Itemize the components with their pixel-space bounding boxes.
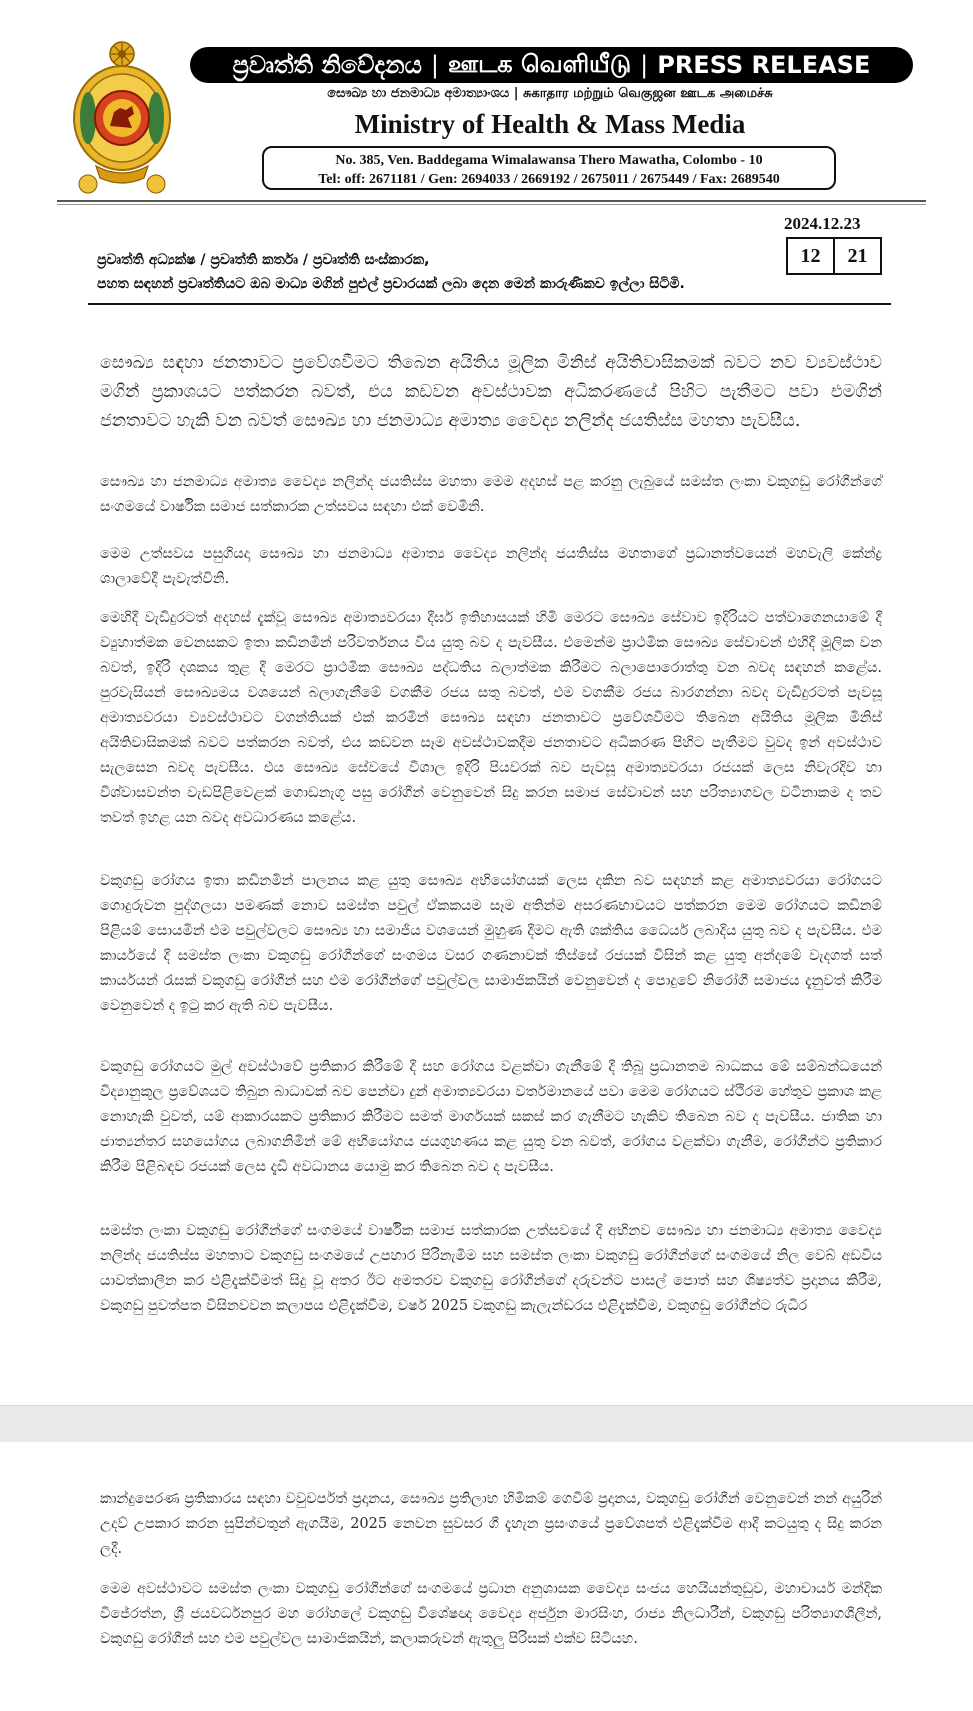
- banner-separator: |: [640, 51, 649, 79]
- press-release-banner: [190, 47, 913, 83]
- contact-box: [262, 146, 836, 190]
- addressee-divider: [88, 303, 891, 305]
- address-line: No. 385, Ven. Baddegama Wimalawansa Thero Mawatha, Colombo - 10: [335, 153, 763, 168]
- publication-request: පහත සඳහන් ප්‍රවෘත්තියට ඔබ මාධ්‍ය මගින් පුළුල් ප්‍රචාරයක් ලබා දෙන මෙන් කාරුණිකව ඉල්ලා සිටිමි.: [97, 276, 685, 292]
- banner-english: PRESS RELEASE: [657, 51, 871, 79]
- ministry-title: Ministry of Health & Mass Media: [354, 109, 746, 139]
- body-paragraph: සමස්ත ලංකා වකුගඩු රෝගීන්ගේ සංගමයේ වාර්ෂික සමාජ සත්කාරක උත්සවයේ දී අභිනව සෞඛ්‍ය හා ජනමාධ්‍ය අමාත්‍ය වෛද්‍ය නලින්ද ජයතිස්ස මහතාට වකුගඩු සංගමයේ උපහාර පිරිනැමීම සහ සමස්ත ලංකා වකුගඩු රෝගීන්ගේ සංගමයේ නිල වෙබ් අඩවිය යාවත්කාලීන කර එළිදැක්වීමත් සිදු වූ අතර ඊට අමතරව වකුගඩු රෝගීන්ගේ දරුවන්ට පාසල් පොත් සහ ශිෂ්‍යත්ව ප්‍රදානය කිරීම, වකුගඩු පුවත්පත විසිනවවන කලාපය එළිදැක්වීම, වර්ෂ 2025 වකුගඩු කැලැන්ඩරය එළිදැක්වීම, වකුගඩු රෝගීන්ට රුධිර: [100, 1223, 882, 1314]
- page-break: [0, 1405, 973, 1443]
- body-paragraph: වකුගඩු රෝගයට මුල් අවස්ථාවේ ප්‍රතිකාර කිරීමේ දී සහ රෝගය වළක්වා ගැනීමේ දී තිබූ ප්‍රධානතම බාධකය මේ සම්බන්ධයෙන් විද්‍යානුකූල ප්‍රවේශයට තිබුන බාධාවක් බව පෙන්වා දුන් අමාත්‍යවරයා වර්තමානයේ පවා මෙම රෝගයට ස්ථිරම හේතුව ප්‍රකාශ කළ නොහැකි වුවත්, යම් ආකාරයකට ප්‍රතිකාර කිරීමට සමත් මාර්ගයක් සකස් කර ගැනීමට හැකිව තිබෙන බව ද පැවසීය. ජාතික හා ජාත්‍යන්තර සහයෝගය ලබාගනිමින් මේ අභියෝගය ජයගුහණය කළ යුතු වන බවත්, රෝගය වළක්වා ගැනීම, රෝගීන්ට ප්‍රතිකාර කිරීම පිළිබඳව රජයක් ලෙස දැඩි අවධානය යොමු කර තිබෙන බව ද පැවසීය.: [100, 1059, 882, 1175]
- header-divider-thin: [57, 204, 926, 205]
- body-paragraph: වකුගඩු රෝගය ඉතා කඩිනමින් පාලනය කළ යුතු සෞඛ්‍ය අභියෝගයක් ලෙස දකින බව සඳහන් කළ අමාත්‍යවරයා රෝගයට ගොදුරුවන පුද්ගලයා පමණක් නොව සමස්ත පවුල් ඒකකයම සෑම අතින්ම අසරණභාවයට පත්කරන මෙම රෝගයට කඩිනම් පිළියම් සොයමින් එම පවුල්වලට සෞඛ්‍ය හා සමාජීය වශයෙන් මුහුණ දීමට ඇති ශක්තිය ධෛර්ය ලබාදිය යුතු බව ද පැවසීය. එම කාර්යයේ දී සමස්ත ලංකා වකුගඩු රෝගීන්ගේ සංගමය වසර ගණනාවක් තිස්සේ රජයක් විසින් කළ යුතු අන්දමේ වැදගත් සත් කාර්යයන් රැසක් වකුගඩු රෝගීන් සහ එම රෝගීන්ගේ පවුල්වල සාමාජිකයින් වෙනුවෙන් ද පොදුවේ නිරෝගී සමාජය දැනුවත් කිරීම වෙනුවෙන් ද ඉටු කර ඇති බව පැවසීය.: [100, 873, 882, 1014]
- body-paragraph: මෙම අවස්ථාවට සමස්ත ලංකා වකුගඩු රෝගීන්ගේ සංගමයේ ප්‍රධාන අනුශාසක වෛද්‍ය සංජය හෙයියන්තුඩුව, මහාචාර්ය මන්දික විජේරත්න, ශ්‍රී ජයවර්ධනපුර මහ රෝහලේ වකුගඩු විශේෂඥ වෛද්‍ය අර්ජුන මාරසිංහ, රාජ්‍ය නිලධාරීන්, වකුගඩු පරිත්‍යාගශීලීන්, වකුගඩු රෝගීන් සහ එම පවුල්වල සාමාජිකයින්, කලාකරුවන් ඇතුලු පිරිසක් එක්ව සිටියහ.: [100, 1581, 882, 1647]
- ministry-subtitle: සෞඛ්‍ය හා ජනමාධ්‍ය අමාත්‍යාංශය | சுகாதார மற்றும் வெகுஜன ஊடக அமைச்சு: [327, 86, 773, 101]
- body-paragraph: සෞඛ්‍ය හා ජනමාධ්‍ය අමාත්‍ය වෛද්‍ය නලින්ද ජයතිස්ස මහතා මෙම අදහස් පළ කරනු ලැබුයේ සමස්ත ලංකා වකුගඩු රෝගීන්ගේ සංගමයේ වාර්ෂික සමාජ සත්කාරක උත්සවය සඳහා එක් වෙමිනි.: [100, 474, 882, 515]
- reference-number-box: [786, 237, 882, 275]
- national-emblem-icon: [66, 38, 178, 198]
- ref-number: 21: [833, 239, 880, 273]
- body-paragraph: මෙහිදී වැඩිදුරටත් අදහස් දැක්වූ සෞඛ්‍ය අමාත්‍යවරයා දීර්ඝ ඉතිහාසයක් හිමි මෙරට සෞඛ්‍ය සේවාව ඉදිරියට පත්වාගෙනයාමේ දී ව්‍යුහාත්මක වෙනසකට ඉතා කඩිනමින් පරිවර්තනය විය යුතු බව ද පැවසීය. එමෙන්ම ප්‍රාථමික සෞඛ්‍ය සේවාවන් එහිදී මූලික වන බවත්, ඉදිරි දශකය තුළ දී මෙරට ප්‍රාථමික සෞඛ්‍ය පද්ධතිය බලාත්මක කිරීමට බලාපොරොත්තු වන බවද සඳහන් කළේය. පුරවැසියන් සෞඛ්‍යමය වශයෙන් බලාගැනීමේ වගකීම රජය සතු බවත්, එම වගකීම රජය බාරගන්නා බවද වැඩිදුරටත් පැවසූ අමාත්‍යවරයා ව්‍යවස්ථාවට වගන්තියක් එක් කරමින් සෞඛ්‍ය සඳහා ජනතාවට ප්‍රවේශවීමට තිබෙන අයිතිය මූලික මිනිස් අයිතිවාසිකමක් බවට පත්කරන බවත්, එය කඩවන සෑම අවස්ථාවකදීම ජනතාවට අධිකරණ පිහිට පැතීමට වුවද ඉන් අවස්ථාව සැලසෙන බවද පැවසීය. එය සෞඛ්‍ය සේවයේ විශාල ඉදිරි පියවරක් බව පැවසූ අමාත්‍යවරයා රජයක් ලෙස නිවැරදිව හා විශ්වාසවන්ත වැඩපිළිවෙළක් ගොඩනැගූ පසු රෝගීන් වෙනුවෙන් සිදු කරන සමාජ සේවාවන් සහ පරිත්‍යාගවල වටිනාකම ද තව තවත් ඉහළ යන බවද අවධාරණය කළේය.: [100, 610, 882, 826]
- body-paragraph: කාන්දුපෙරණ ප්‍රතිකාරය සඳහා වවුචර්පත් ප්‍රදානය, සෞඛ්‍ය ප්‍රතිලාභ හිමිකම් ගෙවීම් ප්‍රදානය, වකුගඩු රෝගීන් වෙනුවෙන් නන් අයුරින් උදව් උපකාර කරන සුපින්වතුන් ඇගයීම, 2025 නෙවන සුවසර ගී දැහැන ප්‍රසංගයේ ප්‍රවේශපත් එළිදැක්වීම ආදී කටයුතු ද සිදු කරන ලදී.: [100, 1491, 882, 1557]
- banner-separator: |: [430, 51, 439, 79]
- banner-sinhala: ප්‍රවෘත්ති නිවේදනය: [232, 51, 422, 79]
- body-paragraph: මෙම උත්සවය පසුගියදා සෞඛ්‍ය හා ජනමාධ්‍ය අමාත්‍ය වෛද්‍ය නලින්ද ජයතිස්ස මහතාගේ ප්‍රධානත්වයෙන් මහවැලි කේන්ද්‍ර ශාලාවේදී පැවැත්විනි.: [100, 546, 882, 587]
- lead-paragraph: සෞඛ්‍ය සඳහා ජනතාවට ප්‍රවේශවීමට තිබෙන අයිතිය මූලික මිනිස් අයිතිවාසිකමක් බවට නව ව්‍යවස්ථාව මගින් ප්‍රකාශයට පත්කරන බවත්, එය කඩවන අවස්ථාවක අධිකරණයේ පිහිට පැතීමට පවා එමගින් ජනතාවට හැකි වන බවත් සෞඛ්‍ය හා ජනමාධ්‍ය අමාත්‍ය වෛද්‍ය නලින්ද ජයතිස්ස මහතා පැවසීය.: [100, 353, 882, 431]
- release-date: 2024.12.23: [784, 214, 861, 233]
- banner-tamil: ஊடக வெளியீடு: [447, 49, 632, 78]
- header-divider: [57, 200, 926, 202]
- phone-line: Tel: off: 2671181 / Gen: 2694033 / 2669192 / 2675011 / 2675449 / Fax: 2689540: [318, 172, 780, 187]
- ref-month: 12: [800, 244, 821, 267]
- addressees: ප්‍රවෘත්ති අධ්‍යක්ෂ / ප්‍රවෘත්ති කර්තෘ / ප්‍රවෘත්ති සංස්කාරක,: [97, 252, 430, 268]
